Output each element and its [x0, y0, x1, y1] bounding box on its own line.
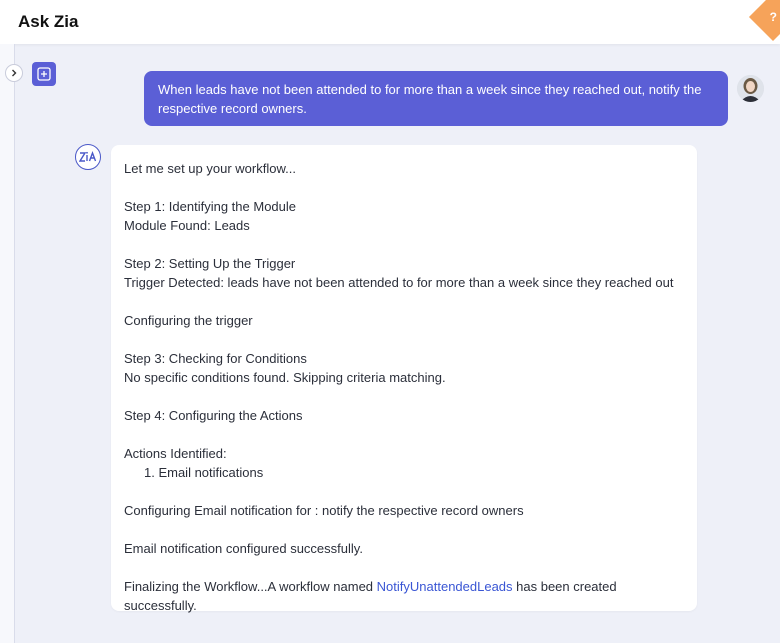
plus-square-icon [37, 67, 51, 81]
chevron-right-icon [10, 69, 18, 77]
step1-detail: Module Found: Leads [124, 218, 250, 233]
intro-text: Let me set up your workflow... [124, 161, 296, 176]
zia-avatar [75, 144, 101, 170]
user-avatar [737, 75, 764, 102]
actions-label: Actions Identified: [124, 446, 227, 461]
zia-logo-icon [79, 151, 97, 163]
header-bar [0, 0, 780, 44]
step2-title: Step 2: Setting Up the Trigger [124, 256, 296, 271]
finalizing-text [124, 577, 684, 615]
left-rail [0, 44, 15, 643]
step4-title: Step 4: Configuring the Actions [124, 408, 303, 423]
workflow-name-link[interactable]: NotifyUnattendedLeads [376, 579, 513, 594]
step1-title: Step 1: Identifying the Module [124, 199, 297, 214]
user-avatar-icon [737, 75, 764, 102]
help-icon[interactable]: ? [769, 10, 777, 24]
finalizing-suffix: has been created successfully. [124, 579, 617, 613]
new-chat-button[interactable] [32, 62, 56, 86]
expand-sidebar-button[interactable] [5, 64, 23, 82]
page-title: Ask Zia [18, 12, 79, 31]
configuring-trigger-text: Configuring the trigger [124, 313, 253, 328]
user-message-bubble [144, 71, 728, 126]
step2-detail: Trigger Detected: leads have not been attended to for more than a week since they reached out [124, 275, 674, 290]
user-message-text: When leads have not been attended to for more than a week since they reached out, notify the respective record owners. [158, 82, 702, 116]
finalizing-prefix: Finalizing the Workflow...A workflow named [124, 579, 377, 594]
action-item: 1. Email notifications [144, 465, 264, 480]
email-configured-text: Email notification configured successfully. [124, 541, 363, 556]
step3-title: Step 3: Checking for Conditions [124, 351, 307, 366]
bot-response-card [111, 145, 697, 611]
configuring-email-text: Configuring Email notification for : notify the respective record owners [124, 503, 524, 518]
step3-detail: No specific conditions found. Skipping criteria matching. [124, 370, 446, 385]
